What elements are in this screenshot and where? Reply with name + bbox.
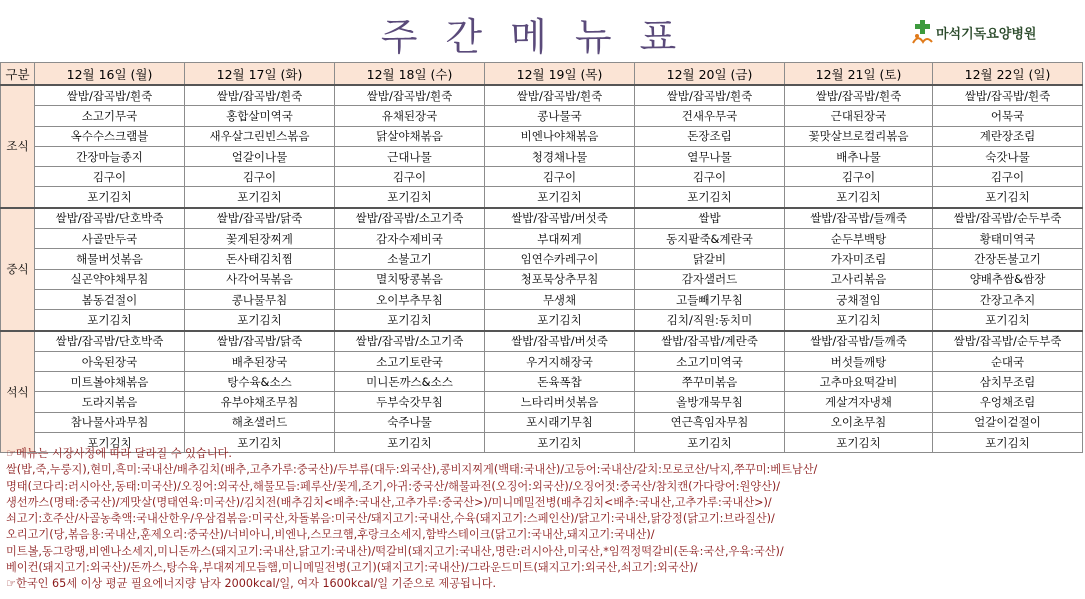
menu-cell: 쌀밥 (635, 208, 785, 229)
day-header: 12월 22일 (일) (933, 63, 1083, 86)
note-line: ☞메뉴는 시장사정에 따라 달라질 수 있습니다. (6, 447, 232, 460)
menu-cell: 게살겨자냉채 (785, 392, 933, 412)
menu-cell: 계란장조림 (933, 126, 1083, 146)
menu-cell: 김구이 (185, 167, 335, 187)
menu-cell: 미트볼야채볶음 (35, 372, 185, 392)
menu-cell: 쌀밥/잡곡밥/흰죽 (185, 85, 335, 106)
menu-cell: 김구이 (485, 167, 635, 187)
menu-cell: 꽃맛살브로컬리볶음 (785, 126, 933, 146)
menu-cell: 옥수수스크램블 (35, 126, 185, 146)
menu-cell: 콩나물국 (485, 106, 635, 126)
menu-cell: 봄동겉절이 (35, 289, 185, 309)
menu-cell: 실곤약야채무침 (35, 269, 185, 289)
menu-cell: 참나물사과무침 (35, 412, 185, 432)
menu-cell: 쌀밥/잡곡밥/소고기죽 (335, 208, 485, 229)
menu-row (1, 331, 1083, 352)
menu-cell: 어묵국 (933, 106, 1083, 126)
menu-cell: 멸치땅콩볶음 (335, 269, 485, 289)
note-line: 생선까스(명태:중국산)/게맛살(명태연육:미국산)/김치전(배추김치<배추:국내산,고추가루:중국산>)/미니메밀전병(배추김치<배추:국내산,고추가루:국내산>)/ (6, 495, 772, 509)
menu-cell: 소고기토란국 (335, 351, 485, 371)
page-title: 주간메뉴표 (380, 15, 705, 59)
menu-cell: 도라지볶음 (35, 392, 185, 412)
menu-row (1, 289, 1083, 309)
menu-cell: 양배추쌈&쌈장 (933, 269, 1083, 289)
menu-row (1, 187, 1083, 208)
menu-cell: 느타리버섯볶음 (485, 392, 635, 412)
day-header: 12월 16일 (월) (35, 63, 185, 86)
menu-cell: 홍합살미역국 (185, 106, 335, 126)
menu-cell: 버섯들깨탕 (785, 351, 933, 371)
menu-cell: 쌀밥/잡곡밥/들깨죽 (785, 208, 933, 229)
note-line: 명태(코다리:러시아산,동태:미국산)/오징어:외국산,해물모듬:페루산/꽃게,조기,아귀:중국산/해물파전(오징어:외국산)/오징어젓:중국산/참치캔(가다랑어:원양산)/ (6, 479, 781, 493)
menu-cell: 미니돈까스&소스 (335, 372, 485, 392)
note-line: 미트볼,동그랑땡,비엔나소세지,미니돈까스(돼지고기:국내산,닭고기:국내산)/떡갈비(돼지고기:국내산,명란:러시아산,미국산,*임꺽정떡갈비(돈육:국산,우육:국산)/ (6, 544, 784, 558)
menu-cell: 쌀밥/잡곡밥/순두부죽 (933, 331, 1083, 352)
menu-row (1, 85, 1083, 106)
note-line: ☞한국인 65세 이상 평균 필요에너지량 남자 2000kcal/일, 여자 1600kcal/일 기준으로 제공됩니다. (6, 577, 497, 591)
menu-cell: 열무나물 (635, 146, 785, 166)
menu-cell: 포기김치 (35, 310, 185, 331)
menu-cell: 순두부백탕 (785, 229, 933, 249)
note-line: 베이컨(돼지고기:외국산)/돈까스,탕수육,부대찌게모듬햄,미니메밀전병(고기)(돼지고기:국내산)/그라운드미트(돼지고기:외국산,쇠고기:외국산)/ (6, 561, 698, 575)
menu-cell: 배추된장국 (185, 351, 335, 371)
menu-cell: 포기김치 (785, 187, 933, 208)
menu-cell: 사골만두국 (35, 229, 185, 249)
menu-cell: 오이초무침 (785, 412, 933, 432)
menu-cell: 포기김치 (335, 187, 485, 208)
menu-cell: 청경채나물 (485, 146, 635, 166)
menu-cell: 쌀밥/잡곡밥/들깨죽 (785, 331, 933, 352)
weekly-menu-table (0, 62, 1083, 453)
menu-cell: 김구이 (635, 167, 785, 187)
menu-cell: 동지팥죽&계란국 (635, 229, 785, 249)
menu-cell: 쌀밥/잡곡밥/소고기죽 (335, 331, 485, 352)
menu-cell: 삼치무조림 (933, 372, 1083, 392)
meal-label: 중식 (1, 208, 35, 331)
menu-cell: 쌀밥/잡곡밥/계란죽 (635, 331, 785, 352)
menu-cell: 쌀밥/잡곡밥/닭죽 (185, 331, 335, 352)
cross-figure-icon (912, 20, 934, 44)
menu-cell: 닭살야채볶음 (335, 126, 485, 146)
menu-cell: 콩나물무침 (185, 289, 335, 309)
menu-cell: 해물버섯볶음 (35, 249, 185, 269)
menu-cell: 김구이 (933, 167, 1083, 187)
menu-row (1, 372, 1083, 392)
menu-cell: 포기김치 (35, 187, 185, 208)
menu-cell: 순대국 (933, 351, 1083, 371)
menu-row (1, 229, 1083, 249)
day-header: 12월 19일 (목) (485, 63, 635, 86)
menu-cell: 쌀밥/잡곡밥/버섯죽 (485, 331, 635, 352)
menu-cell: 고사리볶음 (785, 269, 933, 289)
menu-cell: 포기김치 (933, 187, 1083, 208)
category-header: 구분 (1, 63, 35, 86)
menu-cell: 김구이 (335, 167, 485, 187)
note-line: 오리고기(당,볶음용:국내산,훈제오리:중국산)/너비아니,비엔나,스모크햄,후랑크소세지,함박스테이크(닭고기:국내산,돼지고기:국내산)/ (6, 528, 655, 542)
menu-cell: 유채된장국 (335, 106, 485, 126)
menu-cell: 돈육폭찹 (485, 372, 635, 392)
menu-cell: 유부야채조무침 (185, 392, 335, 412)
menu-cell: 쌀밥/잡곡밥/버섯죽 (485, 208, 635, 229)
day-header: 12월 21일 (토) (785, 63, 933, 86)
menu-cell: 새우살그린빈스볶음 (185, 126, 335, 146)
day-header: 12월 20일 (금) (635, 63, 785, 86)
menu-cell: 소고기무국 (35, 106, 185, 126)
menu-cell: 가자미조림 (785, 249, 933, 269)
menu-cell: 포기김치 (933, 433, 1083, 453)
menu-cell: 얼갈이나물 (185, 146, 335, 166)
header-row (1, 63, 1083, 86)
menu-cell: 건새우무국 (635, 106, 785, 126)
menu-cell: 쌀밥/잡곡밥/흰죽 (485, 85, 635, 106)
menu-cell: 쌀밥/잡곡밥/흰죽 (35, 85, 185, 106)
menu-cell: 쌀밥/잡곡밥/닭죽 (185, 208, 335, 229)
menu-cell: 포기김치 (335, 310, 485, 331)
menu-cell: 포기김치 (635, 187, 785, 208)
menu-cell: 감자수제비국 (335, 229, 485, 249)
note-line: 쇠고기:호주산/사골농축액:국내산한우/우삼겹볶음:미국산,차돌볶음:미국산/돼지고기:국내산,수육(돼지고기:스페인산)/닭고기:국내산,닭강정(닭고기:브라질산)/ (6, 512, 775, 526)
menu-cell: 포기김치 (785, 433, 933, 453)
menu-cell: 오이부추무침 (335, 289, 485, 309)
menu-cell: 비엔나야채볶음 (485, 126, 635, 146)
menu-cell: 포기김치 (485, 187, 635, 208)
menu-cell: 숙갓나물 (933, 146, 1083, 166)
menu-cell: 올방개묵무침 (635, 392, 785, 412)
hospital-name: 마석기독요양병원 (936, 26, 1037, 42)
menu-cell: 간장돈불고기 (933, 249, 1083, 269)
menu-row (1, 392, 1083, 412)
menu-row (1, 310, 1083, 331)
menu-cell: 간장마늘종지 (35, 146, 185, 166)
menu-row (1, 249, 1083, 269)
menu-cell: 포기김치 (485, 310, 635, 331)
notes-section (6, 446, 1081, 593)
menu-row (1, 106, 1083, 126)
menu-cell: 포기김치 (185, 187, 335, 208)
meal-label: 석식 (1, 331, 35, 453)
menu-row (1, 412, 1083, 432)
menu-row (1, 208, 1083, 229)
note-line: 쌀(밥,죽,누룽지),현미,흑미:국내산/배추김치(배추,고추가루:중국산)/두부류(대두:외국산),콩비지찌게(백태:국내산)/고등어:국내산/갈치:모로코산/낙지,쭈꾸미:베트남산/ (6, 463, 818, 477)
menu-cell: 쭈꾸미볶음 (635, 372, 785, 392)
menu-cell: 고들빼기무침 (635, 289, 785, 309)
menu-cell: 포기김치 (933, 310, 1083, 331)
menu-cell: 근대된장국 (785, 106, 933, 126)
menu-row (1, 146, 1083, 166)
menu-row (1, 351, 1083, 371)
menu-cell: 포기김치 (335, 433, 485, 453)
day-header: 12월 17일 (화) (185, 63, 335, 86)
menu-body (1, 85, 1083, 453)
menu-cell: 숙주나물 (335, 412, 485, 432)
menu-cell: 쌀밥/잡곡밥/단호박죽 (35, 208, 185, 229)
menu-cell: 포기김치 (785, 310, 933, 331)
menu-cell: 근대나물 (335, 146, 485, 166)
menu-cell: 쌀밥/잡곡밥/흰죽 (933, 85, 1083, 106)
menu-cell: 부대찌게 (485, 229, 635, 249)
menu-cell: 소고기미역국 (635, 351, 785, 371)
menu-cell: 돈장조림 (635, 126, 785, 146)
menu-cell: 얼갈이겉절이 (933, 412, 1083, 432)
meal-label: 조식 (1, 85, 35, 208)
menu-cell: 포시래기무침 (485, 412, 635, 432)
menu-cell: 돈사태김치찜 (185, 249, 335, 269)
menu-cell: 김구이 (35, 167, 185, 187)
menu-row (1, 126, 1083, 146)
menu-cell: 소불고기 (335, 249, 485, 269)
menu-cell: 감자샐러드 (635, 269, 785, 289)
menu-cell: 아욱된장국 (35, 351, 185, 371)
menu-cell: 임연수카레구이 (485, 249, 635, 269)
menu-cell: 포기김치 (35, 433, 185, 453)
menu-cell: 쌀밥/잡곡밥/흰죽 (635, 85, 785, 106)
menu-cell: 황태미역국 (933, 229, 1083, 249)
menu-cell: 쌀밥/잡곡밥/흰죽 (785, 85, 933, 106)
menu-cell: 해초샐러드 (185, 412, 335, 432)
menu-cell: 포기김치 (485, 433, 635, 453)
menu-cell: 두부숙갓무침 (335, 392, 485, 412)
menu-row (1, 167, 1083, 187)
menu-cell: 포기김치 (635, 433, 785, 453)
menu-cell: 김치/직원:동치미 (635, 310, 785, 331)
day-header: 12월 18일 (수) (335, 63, 485, 86)
menu-cell: 김구이 (785, 167, 933, 187)
menu-cell: 쌀밥/잡곡밥/단호박죽 (35, 331, 185, 352)
menu-cell: 꽃게된장찌게 (185, 229, 335, 249)
menu-cell: 청포묵상추무침 (485, 269, 635, 289)
menu-cell: 궁채절임 (785, 289, 933, 309)
menu-cell: 간장고추지 (933, 289, 1083, 309)
menu-cell: 사각어묵볶음 (185, 269, 335, 289)
menu-row (1, 269, 1083, 289)
menu-cell: 고추마요떡갈비 (785, 372, 933, 392)
menu-cell: 탕수육&소스 (185, 372, 335, 392)
menu-cell: 쌀밥/잡곡밥/순두부죽 (933, 208, 1083, 229)
menu-cell: 우거지해장국 (485, 351, 635, 371)
menu-cell: 쌀밥/잡곡밥/흰죽 (335, 85, 485, 106)
menu-cell: 포기김치 (185, 310, 335, 331)
menu-cell: 무생채 (485, 289, 635, 309)
menu-cell: 우엉채조림 (933, 392, 1083, 412)
menu-cell: 닭갈비 (635, 249, 785, 269)
menu-cell: 배추나물 (785, 146, 933, 166)
menu-cell: 연근흑임자무침 (635, 412, 785, 432)
menu-cell: 포기김치 (185, 433, 335, 453)
title-bar (0, 0, 1085, 62)
hospital-logo (912, 20, 1036, 44)
